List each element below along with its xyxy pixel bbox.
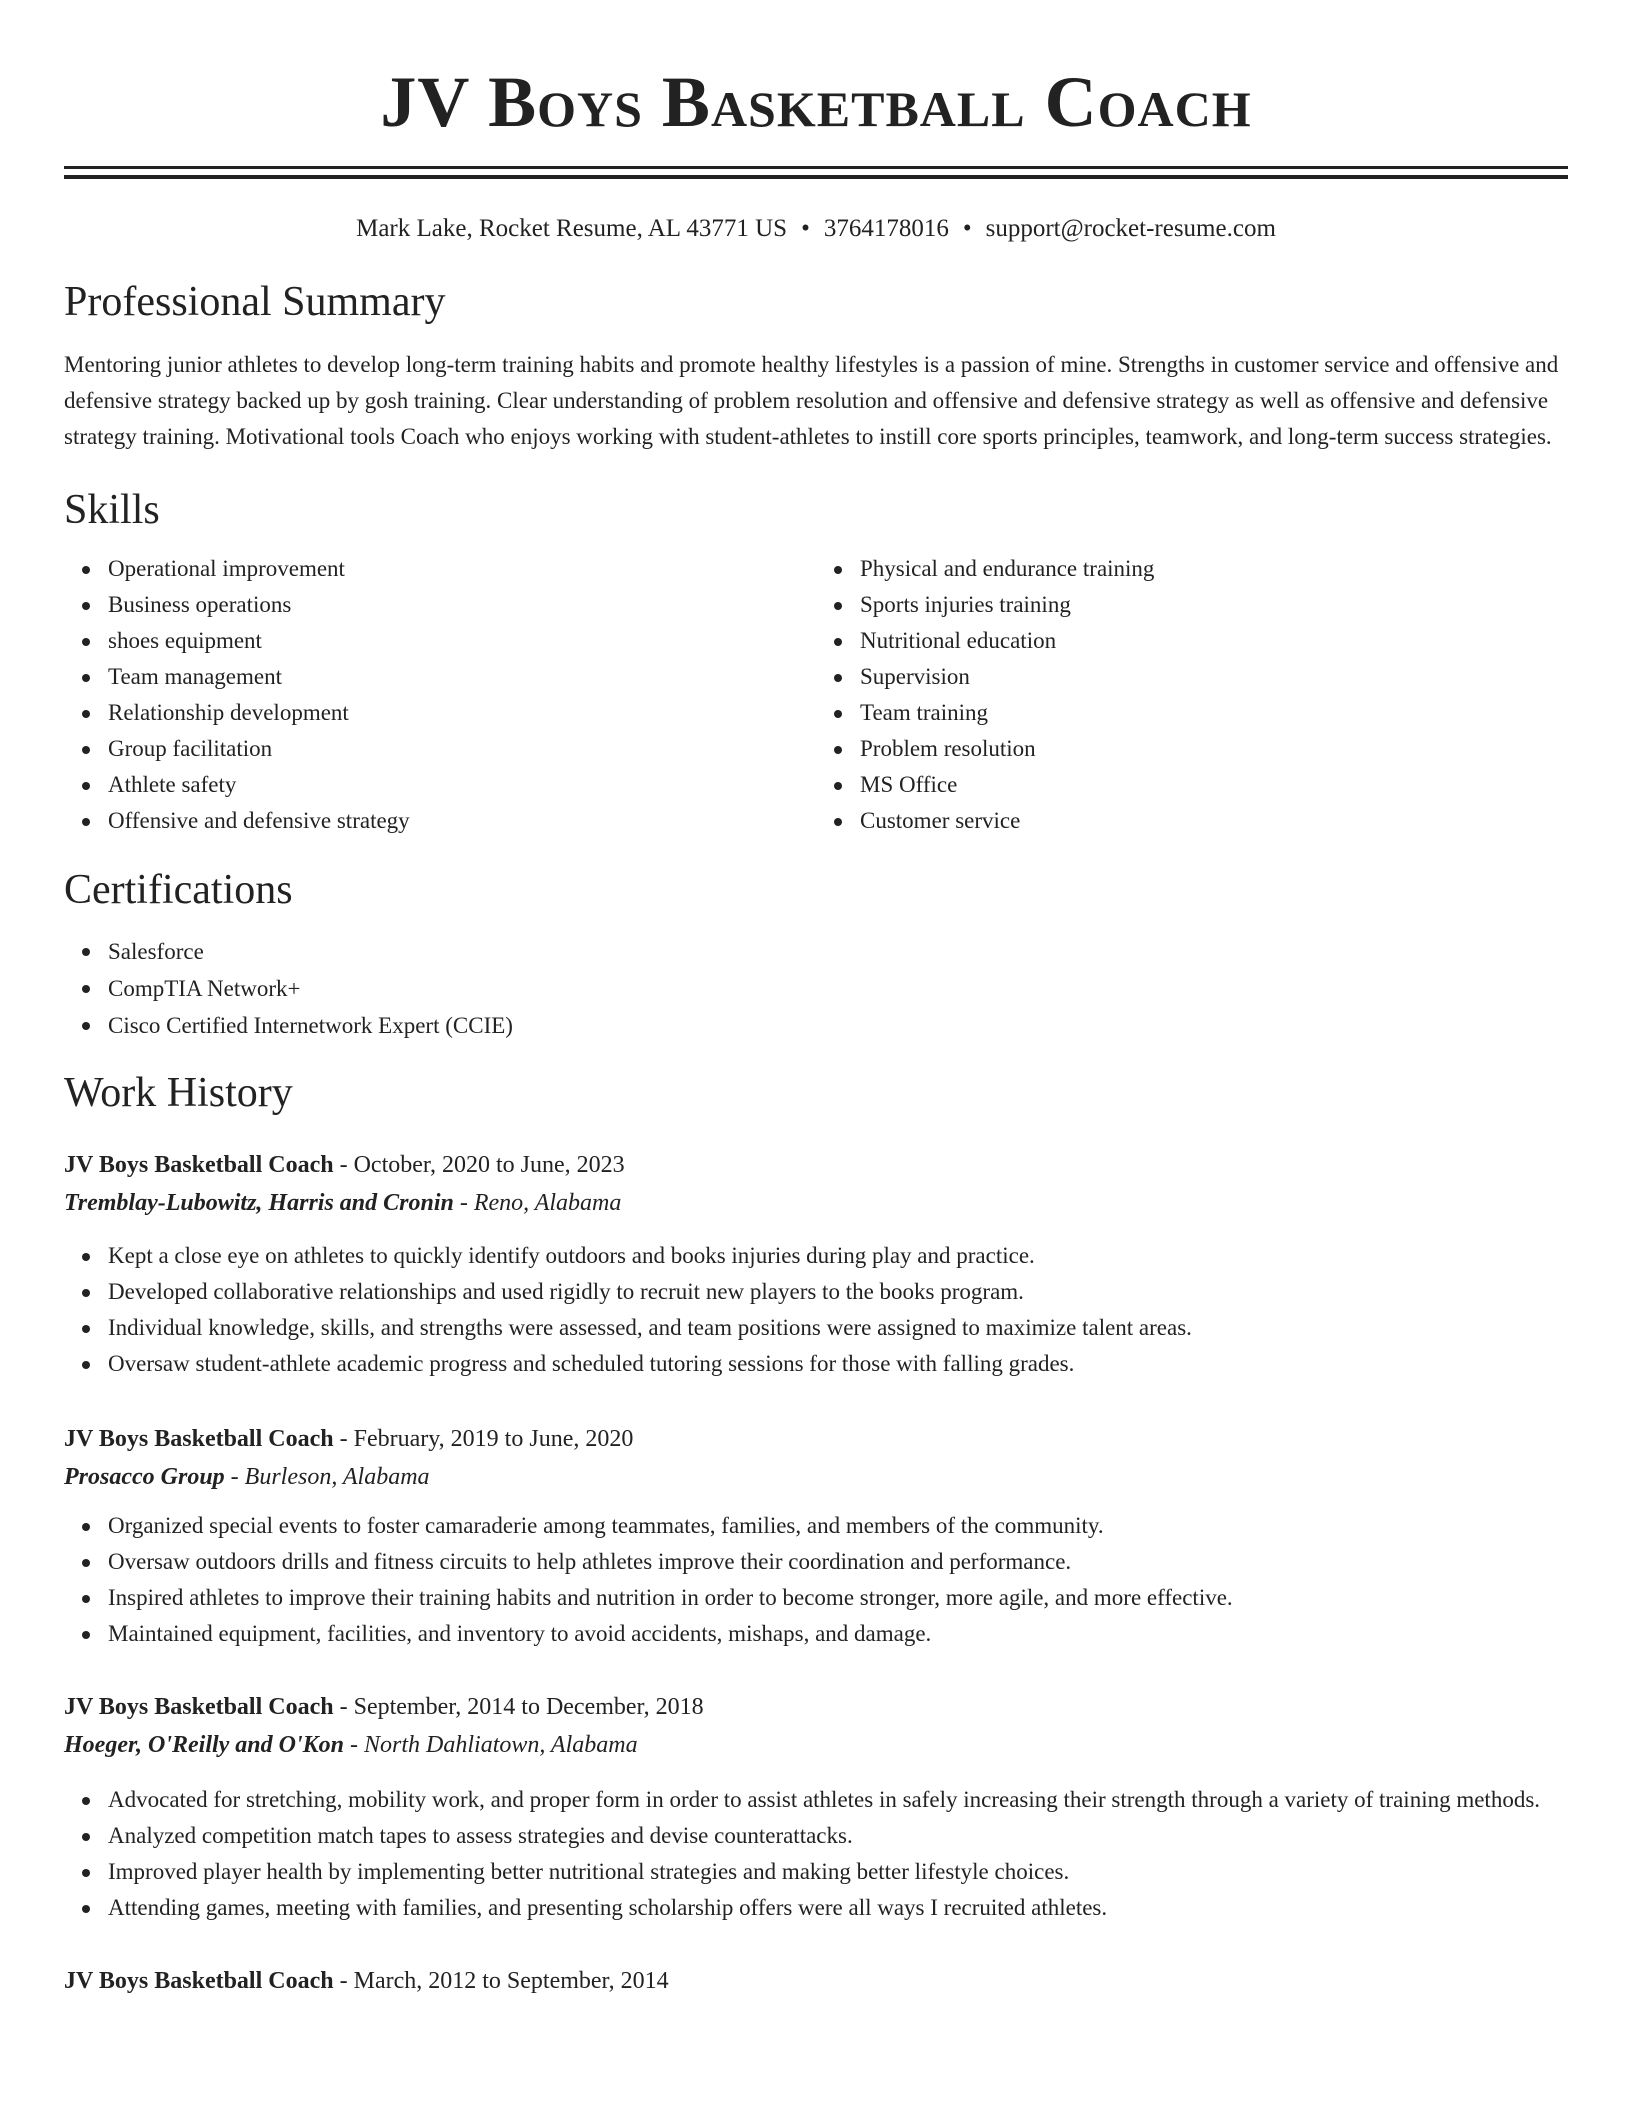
certifications-heading: Certifications <box>64 867 293 913</box>
certification-item: Salesforce <box>108 933 1568 970</box>
skill-item: Customer service <box>860 803 1568 839</box>
job-dates: - February, 2019 to June, 2020 <box>333 1426 634 1452</box>
skill-item: Supervision <box>860 659 1568 695</box>
title-divider-thin <box>64 166 1568 169</box>
job-bullets <box>64 1782 1568 1926</box>
company-line <box>64 1458 1568 1496</box>
job-bullet: Advocated for stretching, mobility work, and proper form in order to assist athletes in safely increasing their strength through a variety of training methods. <box>108 1782 1568 1818</box>
skill-item: Athlete safety <box>108 767 816 803</box>
job-entry <box>64 1146 1568 1382</box>
job-title: JV Boys Basketball Coach <box>64 1968 334 1994</box>
job-bullet: Oversaw student-athlete academic progress and scheduled tutoring sessions for those with falling grades. <box>108 1346 1568 1382</box>
job-title-line <box>64 1420 1568 1458</box>
company-location: - Burleson, Alabama <box>224 1464 430 1490</box>
skill-item: MS Office <box>860 767 1568 803</box>
company-name: Prosacco Group <box>64 1464 225 1490</box>
certification-item: Cisco Certified Internetwork Expert (CCIE) <box>108 1007 1568 1044</box>
job-bullet: Oversaw outdoors drills and fitness circuits to help athletes improve their coordination and performance. <box>108 1544 1568 1580</box>
company-line <box>64 1726 1568 1764</box>
skill-item: Relationship development <box>108 695 816 731</box>
job-dates: - March, 2012 to September, 2014 <box>333 1968 669 1994</box>
job-entry <box>64 1420 1568 1652</box>
skill-item: Operational improvement <box>108 551 816 587</box>
contact-email: support@rocket-resume.com <box>985 215 1276 242</box>
skill-item: Business operations <box>108 587 816 623</box>
job-dates: - September, 2014 to December, 2018 <box>333 1694 704 1720</box>
company-location: - Reno, Alabama <box>453 1190 622 1216</box>
skills-list-right <box>816 551 1568 839</box>
job-title: JV Boys Basketball Coach <box>64 1152 334 1178</box>
skills-columns <box>64 551 1568 839</box>
skill-item: Team training <box>860 695 1568 731</box>
job-bullet: Improved player health by implementing better nutritional strategies and making better lifestyle choices. <box>108 1854 1568 1890</box>
contact-line <box>64 213 1568 245</box>
job-title: JV Boys Basketball Coach <box>64 1694 334 1720</box>
contact-phone: 3764178016 <box>823 215 949 242</box>
skill-item: shoes equipment <box>108 623 816 659</box>
job-title-line <box>64 1146 1568 1184</box>
job-bullet: Organized special events to foster camaraderie among teammates, families, and members of the community. <box>108 1508 1568 1544</box>
resume-page <box>64 0 1568 2000</box>
skill-item: Nutritional education <box>860 623 1568 659</box>
title-divider-thick <box>64 175 1568 179</box>
job-dates: - October, 2020 to June, 2023 <box>333 1152 625 1178</box>
work-history-heading: Work History <box>64 1070 293 1116</box>
job-bullet: Developed collaborative relationships and used rigidly to recruit new players to the books program. <box>108 1274 1568 1310</box>
skill-item: Problem resolution <box>860 731 1568 767</box>
contact-separator: • <box>801 215 810 242</box>
resume-title: JV Boys Basketball Coach <box>380 62 1252 142</box>
skill-item: Team management <box>108 659 816 695</box>
job-bullet: Attending games, meeting with families, and presenting scholarship offers were all ways I recruited athletes. <box>108 1890 1568 1926</box>
job-bullet: Kept a close eye on athletes to quickly identify outdoors and books injuries during play and practice. <box>108 1238 1568 1274</box>
job-bullets <box>64 1508 1568 1652</box>
company-name: Tremblay-Lubowitz, Harris and Cronin <box>64 1190 454 1216</box>
skills-heading: Skills <box>64 487 160 533</box>
job-bullet: Inspired athletes to improve their training habits and nutrition in order to become stronger, more agile, and more effective. <box>108 1580 1568 1616</box>
job-entry <box>64 1962 1568 2000</box>
skills-list-left <box>64 551 816 839</box>
skill-item: Sports injuries training <box>860 587 1568 623</box>
job-bullet: Individual knowledge, skills, and strengths were assessed, and team positions were assigned to maximize talent areas. <box>108 1310 1568 1346</box>
job-title-line <box>64 1688 1568 1726</box>
job-bullet: Maintained equipment, facilities, and inventory to avoid accidents, mishaps, and damage. <box>108 1616 1568 1652</box>
job-bullets <box>64 1238 1568 1382</box>
summary-text: Mentoring junior athletes to develop long-term training habits and promote healthy lifestyles is a passion of mine. Strengths in customer service and offensive and defensive strategy backed up by gosh training. Clear understanding of problem resolution and offensive and defensive strategy as well as offensive and defensive strategy training. Motivational tools Coach who enjoys working with student-athletes to instill core sports principles, teamwork, and long-term success strategies. <box>64 352 1559 449</box>
company-name: Hoeger, O'Reilly and O'Kon <box>64 1732 345 1758</box>
company-location: - North Dahliatown, Alabama <box>344 1732 638 1758</box>
company-line <box>64 1184 1568 1222</box>
certifications-list <box>64 933 1568 1044</box>
job-bullet: Analyzed competition match tapes to assess strategies and devise counterattacks. <box>108 1818 1568 1854</box>
skill-item: Group facilitation <box>108 731 816 767</box>
job-entry <box>64 1688 1568 1926</box>
contact-address: Mark Lake, Rocket Resume, AL 43771 US <box>356 215 788 242</box>
skill-item: Offensive and defensive strategy <box>108 803 816 839</box>
job-title: JV Boys Basketball Coach <box>64 1426 334 1452</box>
job-title-line <box>64 1962 1568 2000</box>
certification-item: CompTIA Network+ <box>108 970 1568 1007</box>
skill-item: Physical and endurance training <box>860 551 1568 587</box>
summary-heading: Professional Summary <box>64 279 446 325</box>
contact-separator: • <box>962 215 972 242</box>
